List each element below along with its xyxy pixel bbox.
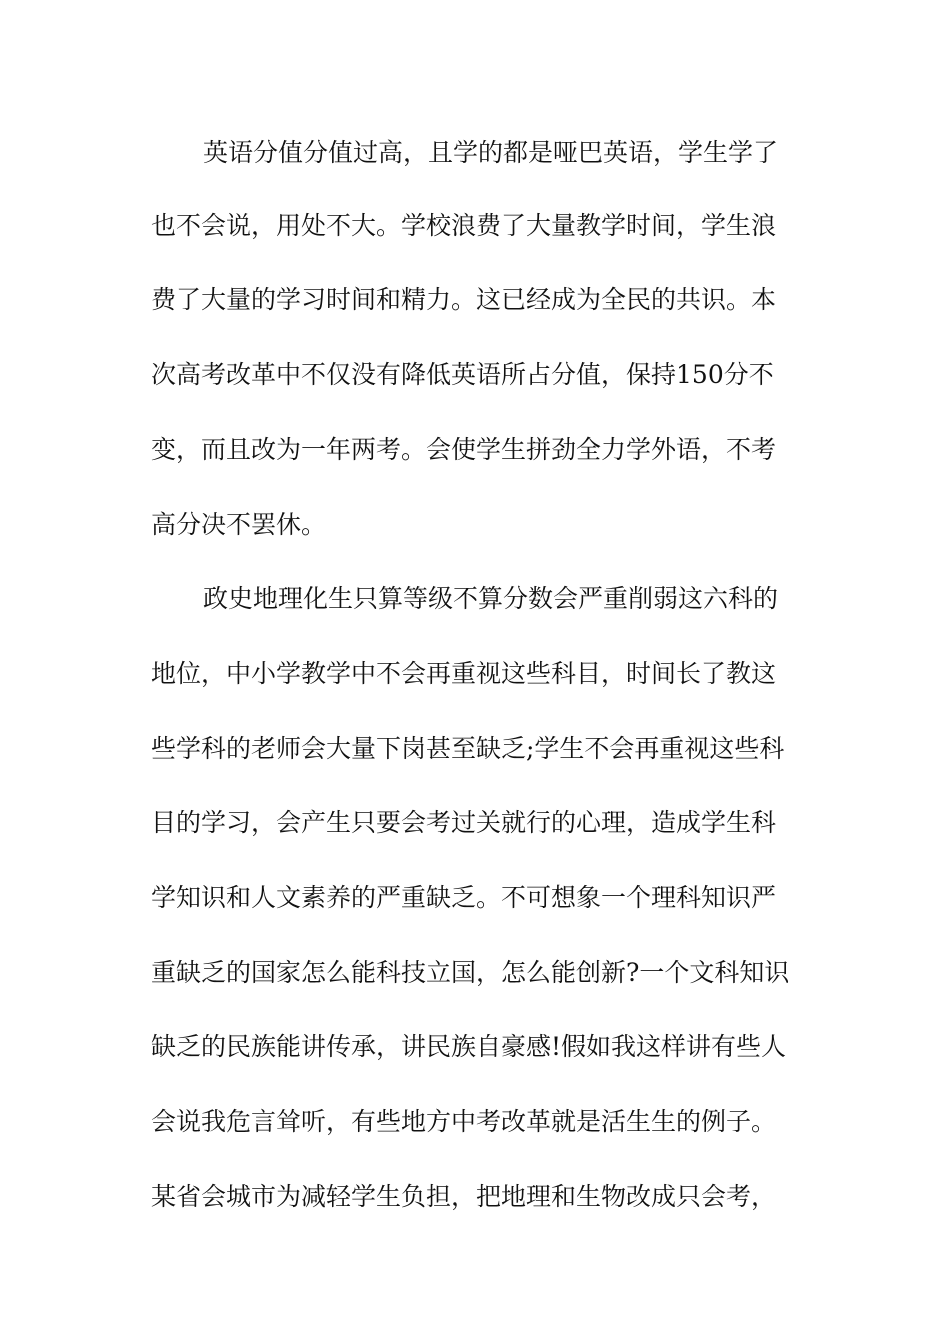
- paragraph-1-line-4: 次高考改革中不仅没有降低英语所占分值，保持150分不: [151, 360, 774, 389]
- paragraph-2-line-7: 缺乏的民族能讲传承，讲民族自豪感!假如我这样讲有些人: [151, 1032, 787, 1061]
- paragraph-1-line-5: 变，而且改为一年两考。会使学生拼劲全力学外语，不考: [151, 435, 777, 464]
- paragraph-2-line-1: 政史地理化生只算等级不算分数会严重削弱这六科的: [203, 584, 779, 613]
- paragraph-2-line-8: 会说我危言耸听，有些地方中考改革就是活生生的例子。: [151, 1107, 777, 1136]
- paragraph-2-line-2: 地位，中小学教学中不会再重视这些科目，时间长了教这: [151, 659, 777, 688]
- paragraph-1-line-6: 高分决不罢休。: [151, 510, 327, 539]
- paragraph-2-line-6: 重缺乏的国家怎么能科技立国，怎么能创新?一个文科知识: [151, 958, 790, 987]
- paragraph-1-line-3: 费了大量的学习时间和精力。这已经成为全民的共识。本: [151, 285, 777, 314]
- paragraph-2-line-4: 目的学习，会产生只要会考过关就行的心理，造成学生科: [151, 808, 777, 837]
- paragraph-2-line-5: 学知识和人文素养的严重缺乏。不可想象一个理科知识严: [151, 883, 777, 912]
- paragraph-1-line-2: 也不会说，用处不大。学校浪费了大量教学时间，学生浪: [151, 211, 777, 240]
- paragraph-2-line-3: 些学科的老师会大量下岗甚至缺乏;学生不会再重视这些科: [151, 734, 785, 763]
- paragraph-1-line-1: 英语分值分值过高，且学的都是哑巴英语，学生学了: [203, 138, 779, 167]
- paragraph-2-line-9: 某省会城市为减轻学生负担，把地理和生物改成只会考，: [151, 1182, 777, 1211]
